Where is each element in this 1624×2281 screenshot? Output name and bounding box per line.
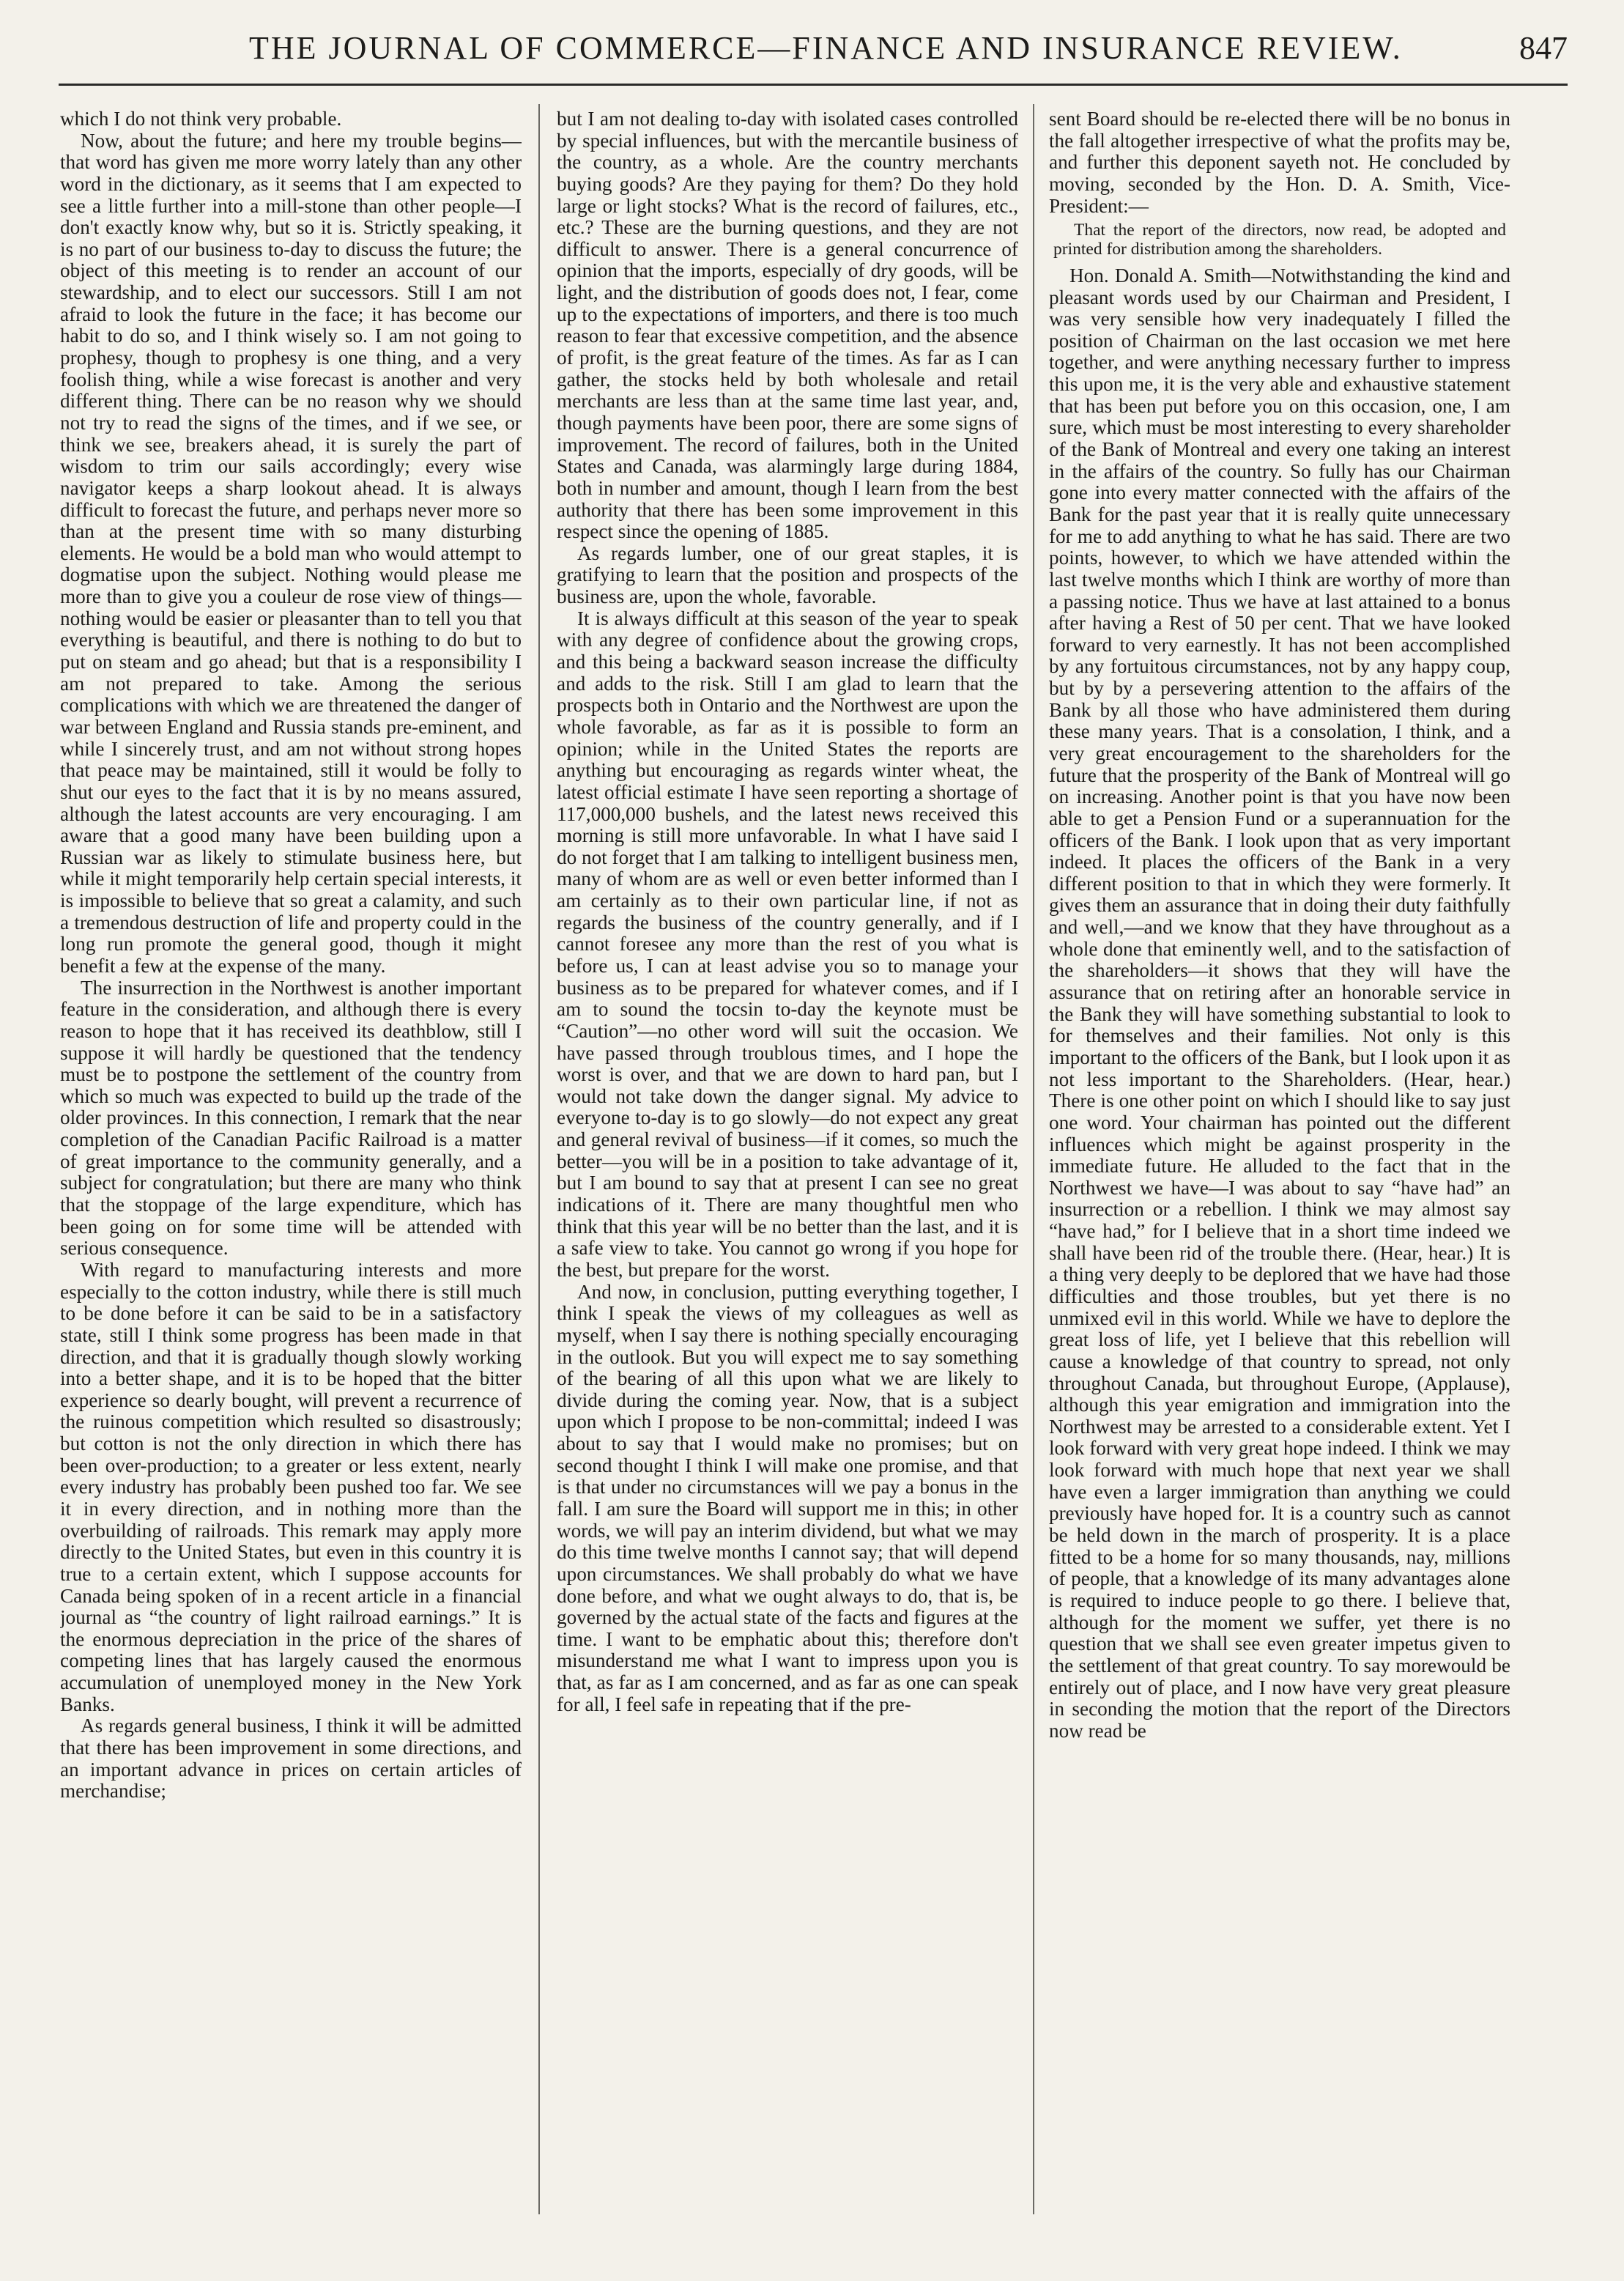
article-paragraph: With regard to manufacturing interests and more especially to the cotton industry, while there is still much to be done before it can be said to be in a satisfactory state, still I think some progress has been made in that direction, and that it is gradually though slowly working into a better shape, and it is to be hoped that the bitter experience so dearly bought, will prevent a recurrence of the ruinous competition which resulted so disastrously; but cotton is not the only direction in which there has been over-production; to a greater or less extent, nearly every industry has probably been pushed too far. We see it in every direction, and in nothing more than the overbuilding of railroads. This remark may apply more directly to the United States, but even in this country it is true to a certain extent, which I suppose accounts for Canada being spoken of in a recent article in a financial journal as “the country of light railroad earnings.” It is the enormous depreciation in the price of the shares of competing lines that has largely caused the enormous accumulation of unemployed money in the New York Banks.	[60, 1258, 522, 1715]
running-title: THE JOURNAL OF COMMERCE—FINANCE AND INSURANCE REVIEW.	[249, 30, 1403, 66]
article-paragraph: And now, in conclusion, putting everything together, I think I speak the views of my colleagues as well as myself, when I say there is nothing specially encouraging in the outlook. But you will expect me to say something of the bearing of all this upon what we are likely to divide during the coming year. Now, that is a subject upon which I propose to be non-committal; indeed I was about to say that I would make no promises; but on second thought I think I will make one promise, and that is that under no circumstances will we pay a bonus in the fall. I am sure the Board will support me in this; in other words, we will pay an interim dividend, but what we may do this time twelve months I cannot say; that will depend upon circumstances. We shall probably do what we have done before, and what we ought always to do, that is, be governed by the actual state of the facts and figures at the time. I want to be emphatic about this; therefore don't misunderstand me what I want to impress upon you is that, as far as I am concerned, and as far as one can speak for all, I feel safe in repeating that if the pre-	[557, 1280, 1018, 1715]
column-rule	[538, 104, 540, 2214]
article-paragraph: As regards lumber, one of our great staples, it is gratifying to learn that the position and prospects of the business are, upon the whole, favorable.	[557, 541, 1018, 608]
page-number: 847	[1519, 30, 1568, 66]
resolution-text: That the report of the directors, now read, be adopted and printed for distribution among the shareholders.	[1053, 221, 1506, 259]
text-column-2	[557, 108, 1018, 2219]
article-paragraph: As regards general business, I think it will be admitted that there has been improvement in some directions, and an important advance in prices on certain articles of merchandise;	[60, 1715, 522, 1803]
article-paragraph: Hon. Donald A. Smith—Notwithstanding the kind and pleasant words used by our Chairman and President, I was very sensible how very inadequately I filled the position of Chairman on the last occasion we met here together, and were anything necessary further to impress this upon me, it is the very able and exhaustive statement that has been put before you on this occasion, one, I am sure, which must be most interesting to every shareholder of the Bank of Montreal and every one taking an interest in the affairs of the country. So fully has our Chairman gone into every matter connected with the affairs of the Bank for the past year that it is really quite unnecessary for me to add anything to what he has said. There are two points, however, to which we have attended within the last twelve months which I think are worthy of more than a passing notice. Thus we have at last attained to a bonus after having a Rest of 50 per cent. That we have looked forward to very earnestly. It has not been accomplished by any fortuitous circumstances, not by any happy coup, but by by a persevering attention to the affairs of the Bank by all those who have administered them during these many years. That is a consolation, I think, and a very great encouragement to the shareholders for the future that the prosperity of the Bank of Montreal will go on increasing. Another point is that you have now been able to get a Pension Fund or a superannuation for the officers of the Bank. I look upon that as very important indeed. It places the officers of the Bank in a very different position to that in which they were formerly. It gives them an assurance that in doing their duty faithfully and well,—and we know that they have throughout as a whole done that eminently well, and to the satisfaction of the shareholders—it shows that they will have the assurance that on retiring after an honorable service in the Bank they will have something substantial to look to for themselves and their families. Not only is this important to the officers of the Bank, but I look upon it as not less important to the Shareholders. (Hear, hear.) There is one other point on which I should like to say just one word. Your chairman has pointed out the different influences which might be against prosperity in the immediate future. He alluded to the fact that in the Northwest we have—I was about to say “have had” an insurrection or a rebellion. I think we may almost say “have had,” for I believe that in a short time indeed we shall have been rid of the trouble there. (Hear, hear.) It is a thing very deeply to be deplored that we have had those difficulties and those troubles, but yet there is no unmixed evil in this world. While we have to deplore the great loss of life, yet I believe that this rebellion will cause a knowledge of that country to spread, not only throughout Canada, but throughout Europe, (Applause), although this year emigration and immigration into the Northwest may be arrested to a considerable extent. Yet I look forward with very great hope indeed. I think we may look forward with much hope that next year we shall have even a larger immigration than anything we could previously have hoped for. It is a country such as cannot be held down in the march of prosperity. It is a place fitted to be a home for so many thousands, nay, millions of people, that a knowledge of its many advantages alone is required to induce people to go there. I believe that, although for the moment we suffer, yet there is no question that we shall see even greater impetus given to the settlement of that great country. To say morewould be entirely out of place, and I now have very great pleasure in seconding the motion that the report of the Directors now read be	[1049, 264, 1510, 1742]
article-paragraph: which I do not think very probable.	[60, 108, 342, 130]
page-header	[59, 26, 1568, 86]
text-column-1	[60, 108, 522, 2219]
article-paragraph: It is always difficult at this season of the year to speak with any degree of confidence about the growing crops, and this being a backward season increase the difficulty and adds to the risk. Still I am glad to learn that the prospects both in Ontario and the Northwest are upon the whole favorable, as far as it is possible to form an opinion; while in the United States the reports are anything but encouraging as regards winter wheat, the latest official estimate I have seen reporting a shortage of 117,000,000 bushels, and the latest news received this morning is still more unfavorable. In what I have said I do not forget that I am talking to intelligent business men, many of whom are as well or even better informed than I am certainly as to their own particular line, if not as regards the business of the country generally, and if I cannot foresee any more than the rest of you what is before us, I can at least advise you so to manage your business as to be prepared for whatever comes, and if I am to sound the tocsin to-day the keynote must be “Caution”—no other word will suit the occasion. We have passed through troublous times, and I hope the worst is over, and that we are down to hard pan, but I would not take down the danger signal. My advice to everyone to-day is to go slowly—do not expect any great and general revival of business—if it comes, so much the better—you will be in a position to take advantage of it, but I am bound to say that at present I can see no great indications of it. There are many thoughtful men who think that this year will be no better than the last, and it is a safe view to take. You cannot go wrong if you hope for the best, but prepare for the worst.	[557, 607, 1018, 1281]
article-paragraph: sent Board should be re-elected there will be no bonus in the fall altogether irrespective of what the profits may be, and further this deponent sayeth not. He concluded by moving, seconded by the Hon. D. A. Smith, Vice-President:—	[1049, 108, 1510, 217]
column-rule	[1033, 104, 1034, 2214]
article-paragraph: The insurrection in the Northwest is another important feature in the consideration, and although there is every reason to hope that it has received its deathblow, still I suppose it will hardly be questioned that the tendency must be to postpone the settlement of the country from which so much was expected to build up the trade of the older provinces. In this connection, I remark that the near completion of the Canadian Pacific Railroad is a matter of great importance to the community generally, and a subject for congratulation; but there are many who think that the stoppage of the large expenditure, which has been going on for some time will be attended with serious consequence.	[60, 976, 522, 1260]
article-paragraph: Now, about the future; and here my trouble begins—that word has given me more worry lately than any other word in the dictionary, as it seems that I am expected to see a little further into a mill-stone than other people—I don't exactly know why, but so it is. Strictly speaking, it is no part of our business to-day to discuss the future; the object of this meeting is to render an account of our stewardship, and to elect our successors. Still I am not afraid to look the future in the face; it has become our habit to do so, and I think wisely so. I am not going to prophesy, though to prophesy is one thing, and a very foolish thing, while a wise forecast is another and very different thing. There can be no reason why we should not try to read the signs of the times, and if we see, or think we see, breakers ahead, it is surely the part of wisdom to trim our sails accordingly; every wise navigator keeps a sharp lookout ahead. It is always difficult to forecast the future, and perhaps never more so than at the present time with so many disturbing elements. He would be a bold man who would attempt to dogmatise upon the subject. Nothing would please me more than to give you a couleur de rose view of things—nothing would be easier or pleasanter than to tell you that everything is beautiful, and there is nothing to do but to put on steam and go ahead; but that is a responsibility I am not prepared to take. Among the serious complications with which we are threatened the danger of war between England and Russia stands pre-eminent, and while I sincerely trust, and am not without strong hopes that peace may be maintained, still it would be folly to shut our eyes to the fact that it is by no means assured, although the latest accounts are very encouraging. I am aware that a good many have been building upon a Russian war as likely to stimulate business here, but while it might temporarily help certain special interests, it is impossible to believe that so great a calamity, and such a tremendous destruction of life and property could in the long run promote the general good, though it might benefit a few at the expense of the many.	[60, 129, 522, 977]
article-paragraph: but I am not dealing to-day with isolated cases controlled by special influences, but with the mercantile business of the country, as a whole. Are the country merchants buying goods? Are they paying for them? Do they hold large or light stocks? What is the record of failures, etc., etc.? These are the burning questions, and they are not difficult to answer. There is a general concurrence of opinion that the imports, especially of dry goods, will be light, and the distribution of goods does not, I fear, come up to the expectations of importers, and there is too much reason to fear that excessive competition, and the absence of profit, is the great feature of the times. As far as I can gather, the stocks held by both wholesale and retail merchants are less than at the same time last year, and, though payments have been poor, there are some signs of improvement. The record of failures, both in the United States and Canada, was alarmingly large during 1884, both in number and amount, though I learn from the best authority that there has been some improvement in this respect since the opening of 1885.	[557, 108, 1018, 543]
text-column-3	[1049, 108, 1510, 2219]
